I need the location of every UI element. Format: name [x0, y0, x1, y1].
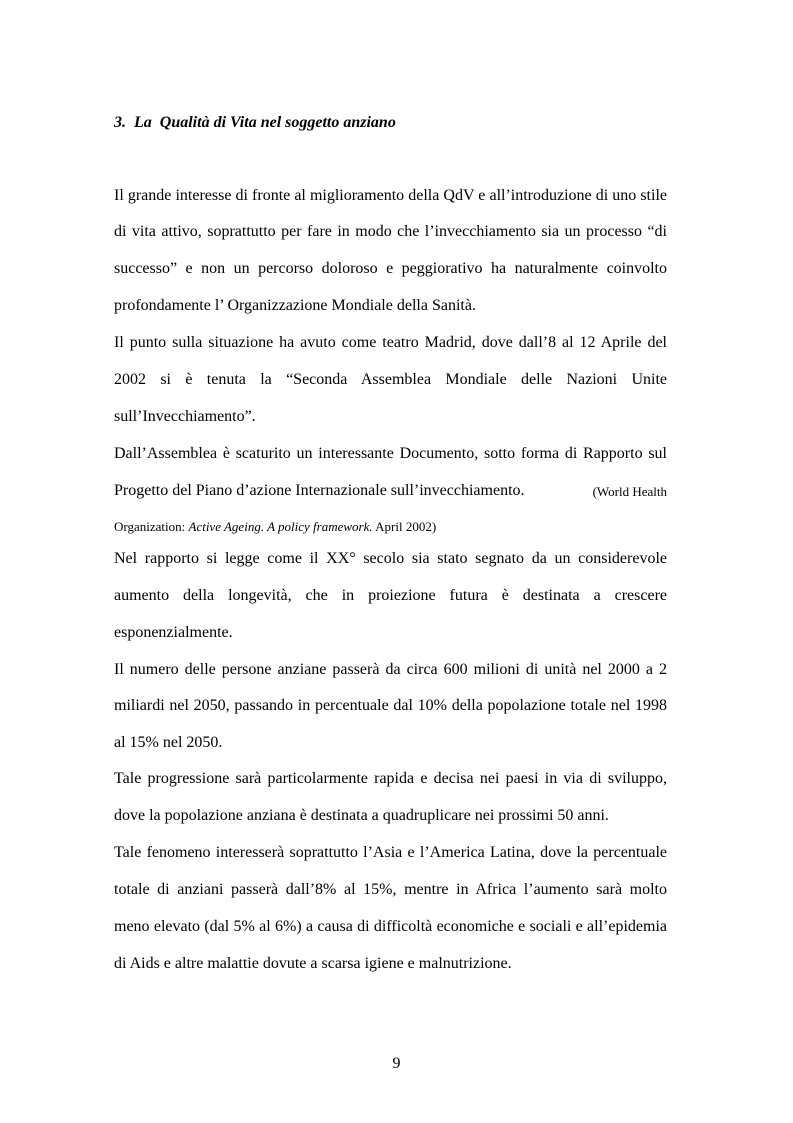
citation-title: Active Ageing. A policy framework.	[188, 519, 373, 534]
body-line: Il grande interesse di fronte al miglioramento della QdV e all’introduzione di uno stile	[114, 187, 667, 204]
body-line: Tale fenomeno interesserà soprattutto l’Asia e l’America Latina, dove la percentuale	[114, 844, 667, 861]
body-line: Nel rapporto si legge come il XX° secolo sia stato segnato da un considerevole	[114, 550, 667, 567]
body-text: Progetto del Piano d’azione Internazionale sull’invecchiamento.	[114, 482, 525, 499]
citation-date: April 2002)	[372, 519, 437, 534]
body-line: Dall’Assemblea è scaturito un interessante Documento, sotto forma di Rapporto sul	[114, 445, 667, 462]
body-line: 2002 si è tenuta la “Seconda Assemblea Mondiale delle Nazioni Unite	[114, 371, 667, 388]
body-line: dove la popolazione anziana è destinata a quadruplicare nei prossimi 50 anni.	[114, 807, 609, 824]
body-line: di vita attivo, soprattutto per fare in modo che l’invecchiamento sia un processo “di	[114, 223, 667, 240]
body-line: aumento della longevità, che in proiezione futura è destinata a crescere	[114, 587, 667, 604]
body-line: sull’Invecchiamento”.	[114, 408, 256, 425]
body-line: esponenzialmente.	[114, 624, 233, 641]
citation-org: Organization:	[114, 519, 189, 534]
body-line: Tale progressione sarà particolarmente rapida e decisa nei paesi in via di sviluppo,	[114, 770, 667, 787]
body-line: al 15% nel 2050.	[114, 734, 223, 751]
body-line: Il punto sulla situazione ha avuto come teatro Madrid, dove dall’8 al 12 Aprile del	[114, 334, 667, 351]
body-line: miliardi nel 2050, passando in percentuale dal 10% della popolazione totale nel 1998	[114, 697, 667, 714]
body-line: Il numero delle persone anziane passerà da circa 600 milioni di unità nel 2000 a 2	[114, 661, 667, 678]
body-line: successo” e non un percorso doloroso e peggiorativo ha naturalmente coinvolto	[114, 260, 667, 277]
body-line: profondamente l’ Organizzazione Mondiale della Sanità.	[114, 297, 476, 314]
page-number: 9	[392, 1055, 401, 1072]
body-line: di Aids e altre malattie dovute a scarsa igiene e malnutrizione.	[114, 955, 512, 972]
body-line: totale di anziani passerà dall’8% al 15%, mentre in Africa l’aumento sarà molto	[114, 881, 667, 898]
body-line: meno elevato (dal 5% al 6%) a causa di difficoltà economiche e sociali e all’epidemia	[114, 918, 667, 935]
section-heading: 3. La Qualità di Vita nel soggetto anziano	[114, 114, 396, 131]
body-line-with-citation	[114, 481, 667, 501]
citation-text: (World Health	[592, 484, 667, 499]
citation-line	[114, 517, 667, 537]
